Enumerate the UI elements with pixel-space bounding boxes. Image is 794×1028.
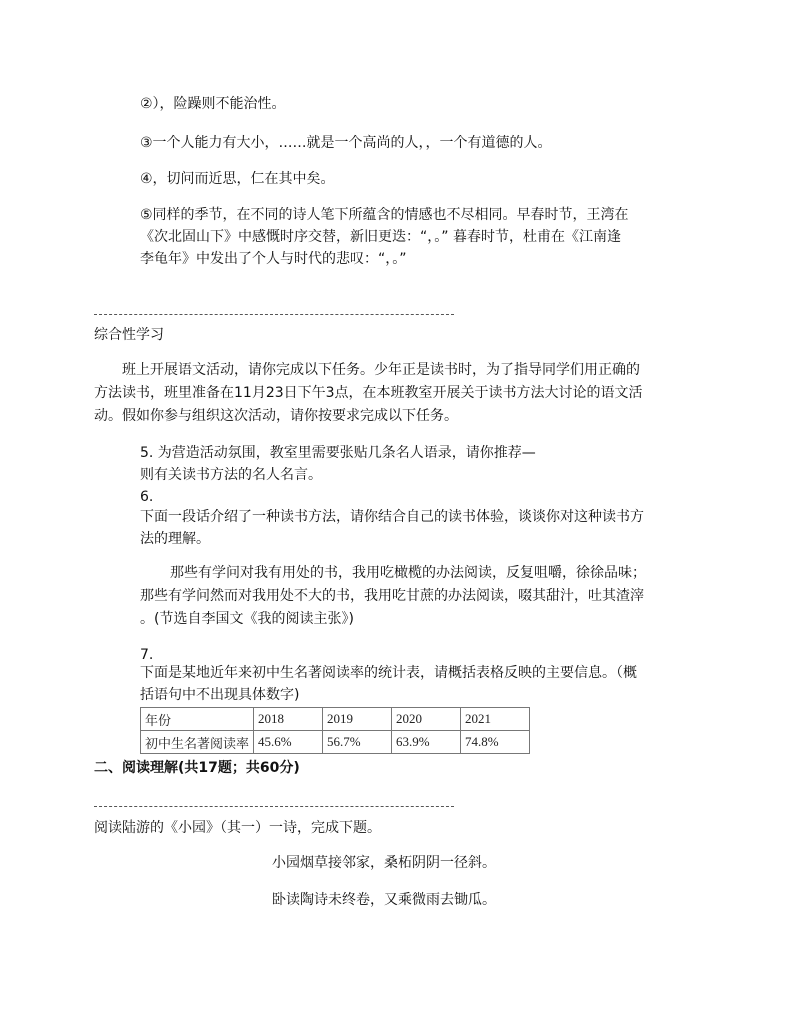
table-rate-cell: 56.7%	[323, 731, 392, 754]
quote-line-2: 那些有学问然而对我用处不大的书，我用吃甘蔗的办法阅读，啜其甜汁，吐其渣滓	[140, 588, 644, 604]
question-7-line-2: 括语句中不出现具体数字)	[140, 687, 300, 703]
question-6-line-2: 法的理解。	[140, 531, 210, 547]
question-6-line-1: 下面一段话介绍了一种读书方法，请你结合自己的读书体验，谈谈你对这种读书方	[140, 509, 644, 525]
question-7-number: 7.	[140, 647, 154, 663]
fill-blank-item-4: ④，切问而近思，仁在其中矣。	[140, 171, 335, 187]
reading-rate-table	[140, 707, 530, 754]
table-row-label: 初中生名著阅读率	[141, 731, 254, 754]
table-year-cell: 2019	[323, 708, 392, 731]
section-heading-comprehensive: 综合性学习	[94, 327, 164, 343]
intro-line-1: 班上开展语文活动，请你完成以下任务。少年正是读书时，为了指导同学们用正确的	[122, 362, 640, 378]
question-5-line-1: 5. 为营造活动氛围，教室里需要张贴几条名人语录，请你推荐—	[140, 445, 536, 461]
quote-line-1: 那些有学问对我有用处的书，我用吃橄榄的办法阅读，反复咀嚼，徐徐品味；	[170, 565, 646, 581]
section-separator	[94, 806, 454, 807]
table-rate-cell: 45.6%	[254, 731, 323, 754]
table-row-rate	[141, 731, 530, 754]
table-year-cell: 2018	[254, 708, 323, 731]
poem-line-2: 卧读陶诗未终卷，又乘微雨去锄瓜。	[272, 892, 496, 908]
fill-blank-item-5-line-2: 《次北固山下》中感慨时序交替，新旧更迭：“，。” 暮春时节，杜甫在《江南逢	[140, 229, 621, 245]
fill-blank-item-5-line-3: 李龟年》中发出了个人与时代的悲叹：“，。”	[140, 251, 407, 267]
question-7-line-1: 下面是某地近年来初中生名著阅读率的统计表，请概括表格反映的主要信息。（概	[140, 665, 637, 681]
fill-blank-item-3: ③一个人能力有大小，……就是一个高尚的人，，一个有道德的人。	[140, 135, 552, 151]
section-separator	[94, 314, 454, 315]
intro-line-3: 动。假如你参与组织这次活动，请你按要求完成以下任务。	[94, 408, 458, 424]
table-rate-cell: 74.8%	[461, 731, 530, 754]
quote-line-3: 。(节选自李国文《我的阅读主张》)	[140, 611, 354, 627]
table-year-cell: 2021	[461, 708, 530, 731]
intro-line-2: 方法读书，班里准备在11月23日下午3点，在本班教室开展关于读书方法大讨论的语文活	[94, 385, 643, 401]
fill-blank-item-5-line-1: ⑤同样的季节，在不同的诗人笔下所蕴含的情感也不尽相同。早春时节，王湾在	[140, 207, 629, 223]
poem-line-1: 小园烟草接邻家，桑柘阴阴一径斜。	[272, 855, 496, 871]
section-heading-reading: 二、阅读理解(共17题；共60分)	[94, 760, 300, 776]
question-5-line-2: 则有关读书方法的名人名言。	[140, 467, 322, 483]
fill-blank-item-2: ②），险躁则不能治性。	[140, 96, 286, 112]
table-year-cell: 2020	[392, 708, 461, 731]
table-header-label: 年份	[141, 708, 254, 731]
table-rate-cell: 63.9%	[392, 731, 461, 754]
table-row-year	[141, 708, 530, 731]
poem-instruction: 阅读陆游的《小园》（其一）一诗，完成下题。	[94, 820, 381, 836]
question-6-number: 6.	[140, 489, 154, 505]
